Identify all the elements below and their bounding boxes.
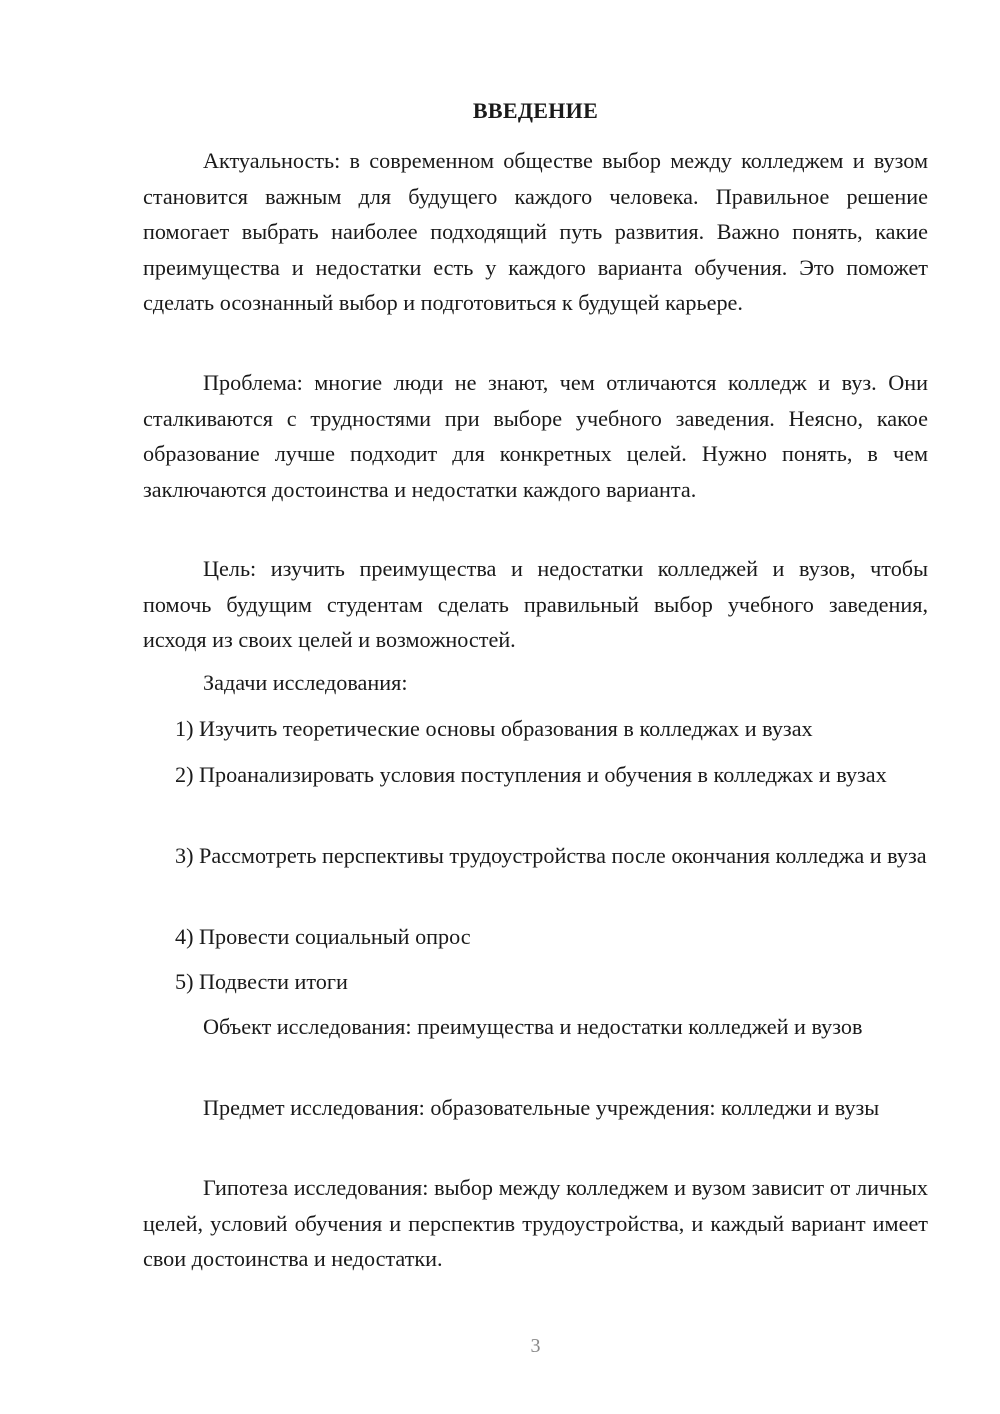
tasks-heading: Задачи исследования: (203, 670, 408, 695)
paragraph-problem: Проблема: многие люди не знают, чем отличаются колледж и вуз. Они сталкиваются с трудностями при выборе учебного заведения. Неясно, какое образование лучше подходит для конкретных целей. Нужно понять, в чем заключаются достоинства и недостатки каждого варианта. (143, 370, 928, 502)
paragraph-goal: Цель: изучить преимущества и недостатки колледжей и вузов, чтобы помочь будущим студентам сделать правильный выбор учебного заведения, исходя из своих целей и возможностей. (143, 556, 928, 652)
paragraph-relevance: Актуальность: в современном обществе выбор между колледжем и вузом становится важным для будущего каждого человека. Правильное решение помогает выбрать наиболее подходящий путь развития. Важно понять, какие преимущества и недостатки есть у каждого варианта обучения. Это поможет сделать осознанный выбор и подготовиться к будущей карьере. (143, 148, 928, 315)
task-item-5: 5) Подвести итоги (175, 969, 348, 994)
page-number: 3 (530, 1335, 541, 1357)
document-page (143, 0, 928, 1414)
task-item-4: 4) Провести социальный опрос (175, 924, 471, 949)
task-item-1: 1) Изучить теоретические основы образования в колледжах и вузах (175, 716, 813, 741)
paragraph-hypothesis: Гипотеза исследования: выбор между колледжем и вузом зависит от личных целей, условий обучения и перспектив трудоустройства, и каждый вариант имеет свои достоинства и недостатки. (143, 1175, 928, 1271)
task-item-3: 3) Рассмотреть перспективы трудоустройства после окончания колледжа и вуза (175, 843, 927, 868)
task-item-2: 2) Проанализировать условия поступления и обучения в колледжах и вузах (175, 762, 887, 787)
section-title: ВВЕДЕНИЕ (472, 98, 599, 123)
paragraph-object: Объект исследования: преимущества и недостатки колледжей и вузов (203, 1014, 863, 1039)
paragraph-subject: Предмет исследования: образовательные учреждения: колледжи и вузы (203, 1095, 880, 1120)
